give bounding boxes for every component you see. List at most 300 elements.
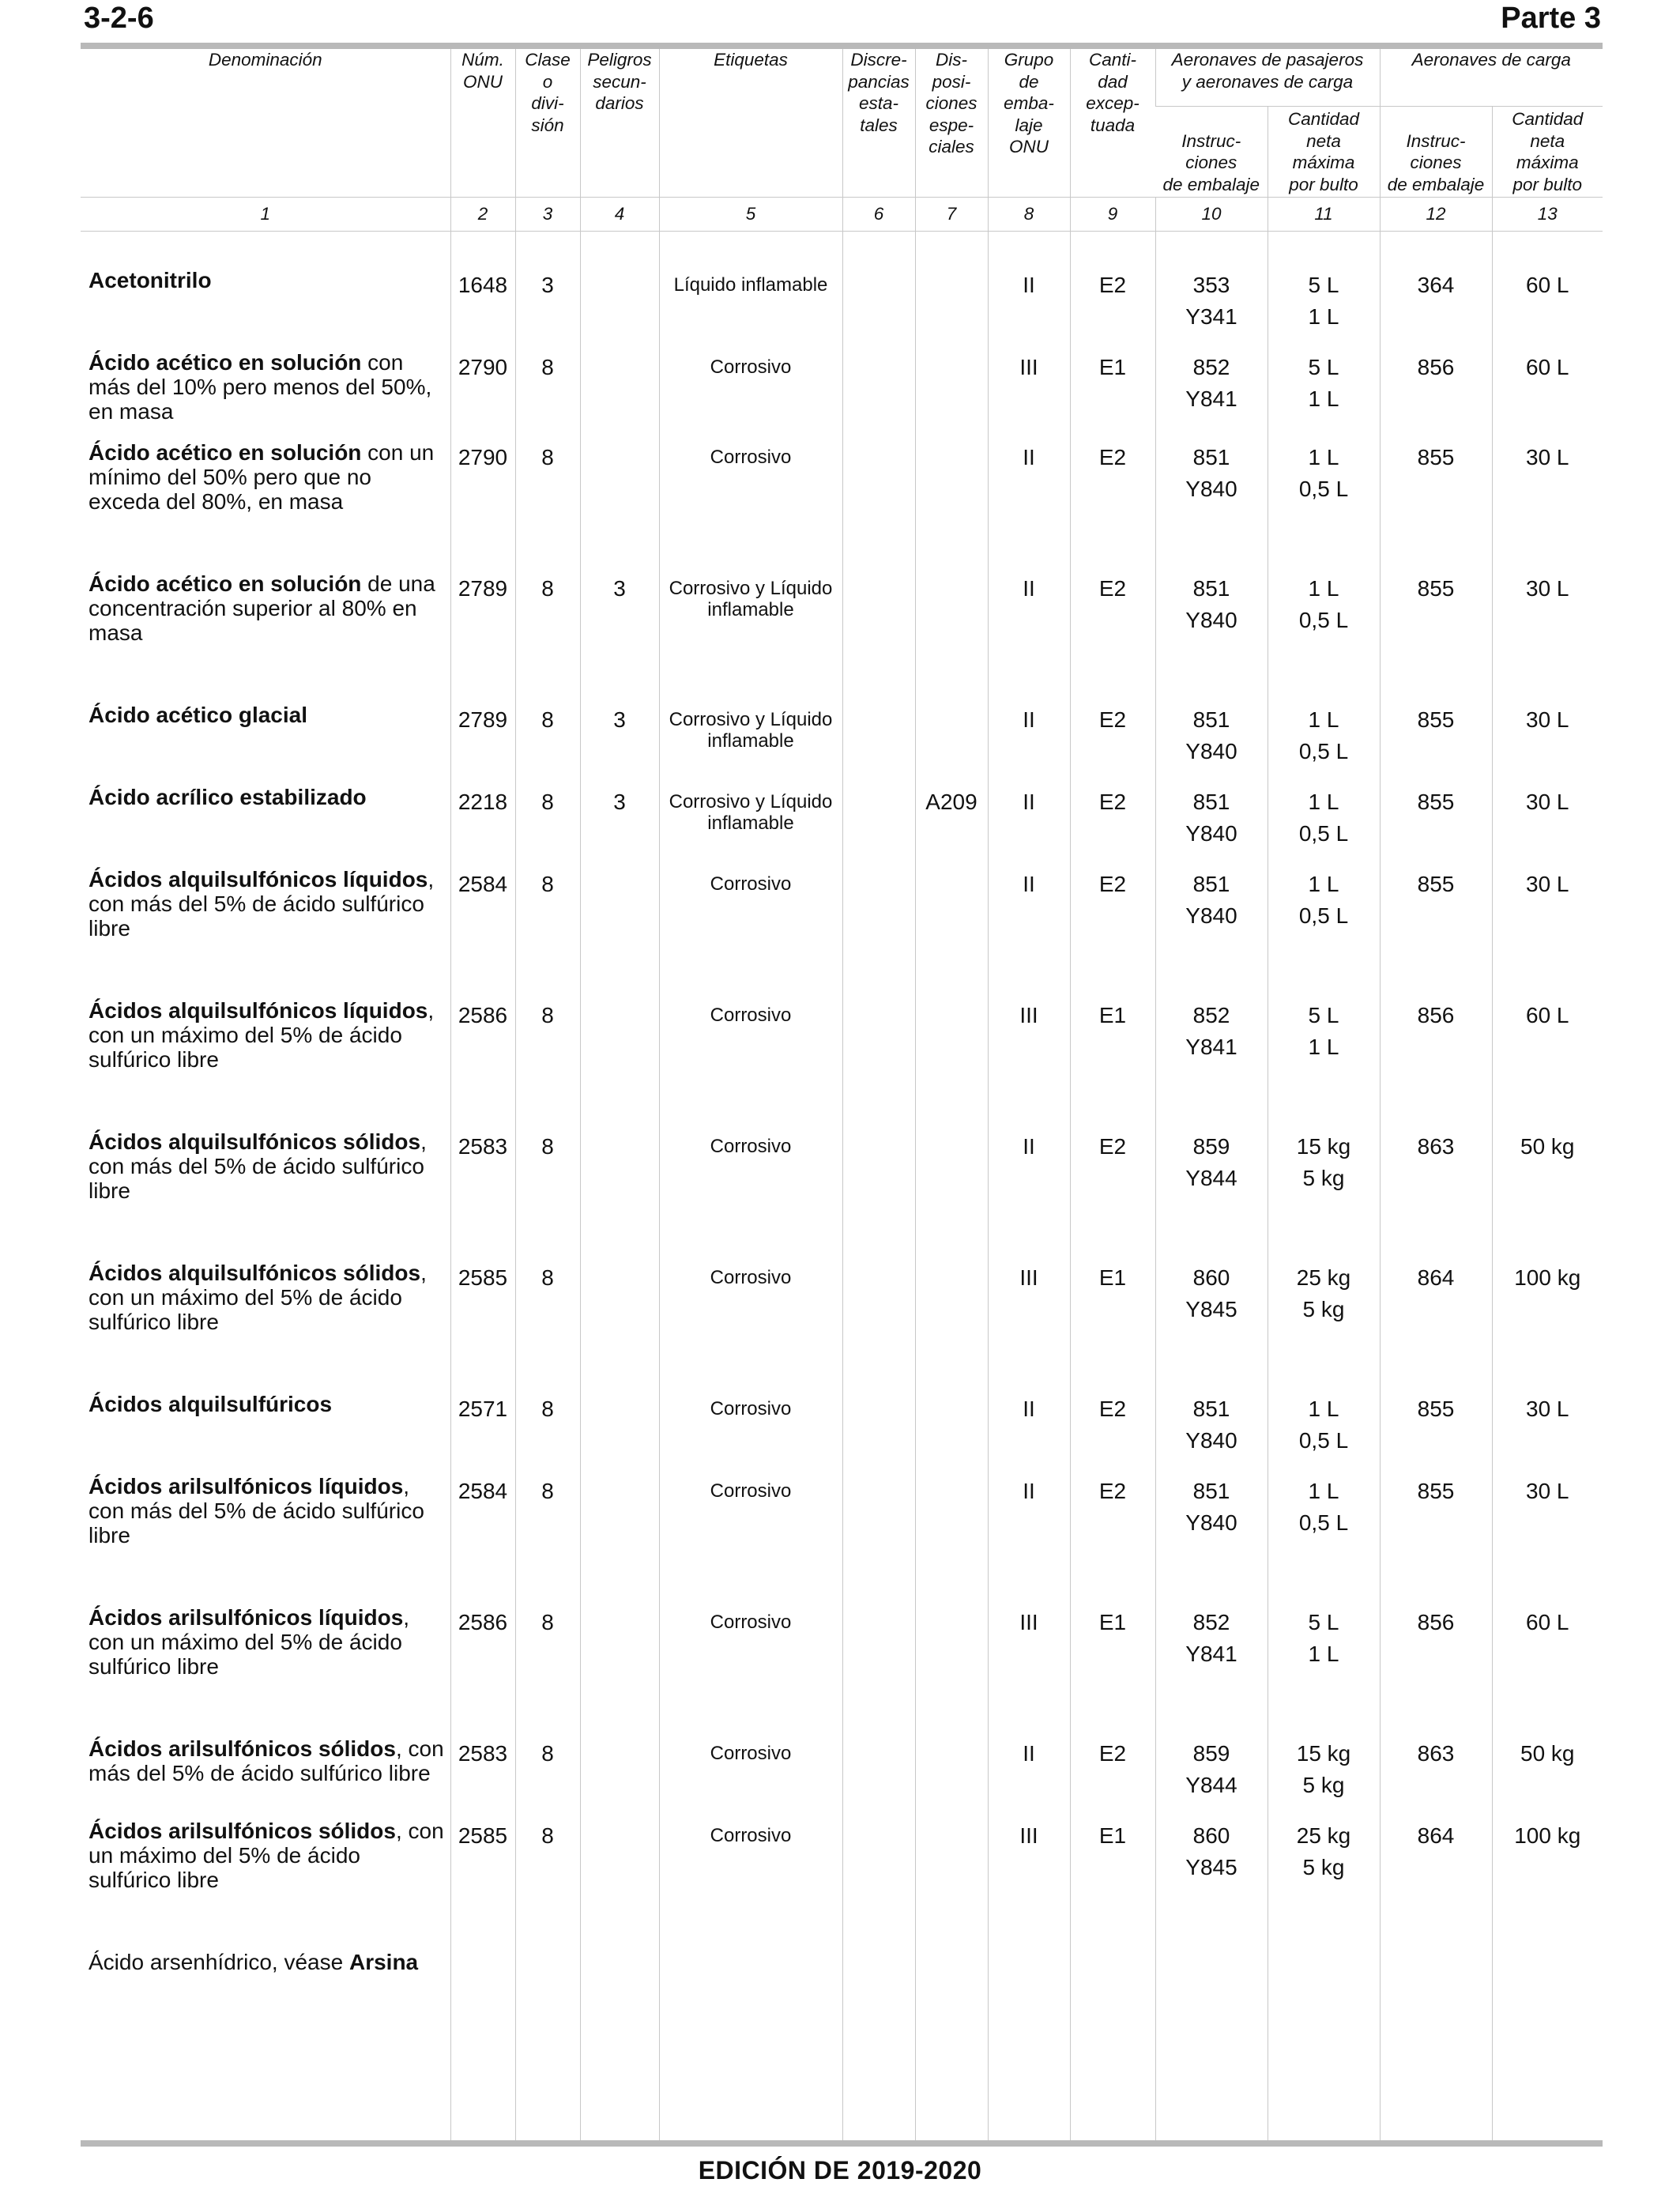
cargo-max-net-quantity-value: 30 L: [1526, 445, 1569, 469]
special-provision-value: [916, 995, 988, 1003]
secondary-hazard-value: [581, 1471, 659, 1479]
cargo-packing-instruction-value: 863: [1417, 1134, 1455, 1159]
secondary-hazard: [580, 782, 659, 864]
secondary-hazard-value: [581, 1602, 659, 1610]
passenger-max-net-quantity-limited: 0,5 L: [1298, 821, 1349, 846]
passenger-max-net-quantity-values: [1268, 995, 1380, 1059]
table-row: [81, 864, 1603, 995]
class-division-value: 8: [541, 445, 554, 469]
special-provision-value: [916, 437, 988, 445]
passenger-packing-instruction-main: 852: [1192, 1610, 1230, 1634]
secondary-hazard: [580, 995, 659, 1126]
state-variation-value: [843, 782, 915, 790]
empty-cell: [515, 1947, 580, 1996]
passenger-max-net-quantity-values: [1268, 1602, 1380, 1666]
state-variation: [842, 1602, 915, 1733]
special-provision-value: [916, 864, 988, 872]
passenger-max-net-quantity-limited: 1 L: [1308, 1642, 1339, 1666]
passenger-max-net-quantity-main: 1 L: [1308, 1397, 1339, 1421]
secondary-hazard-value: 3: [613, 790, 626, 814]
empty-cell: [915, 1996, 988, 2140]
hazard-label-value: Corrosivo: [710, 1825, 792, 1846]
secondary-hazard-value: [581, 437, 659, 445]
special-provision-value: [916, 699, 988, 707]
secondary-hazard-value: [581, 1815, 659, 1823]
entry-name-rest: , con más del 5% de ácido sulfúrico libre: [89, 1474, 424, 1547]
entry-name: [81, 699, 450, 782]
un-number-value: 2789: [458, 707, 508, 732]
special-provision: [915, 1733, 988, 1815]
hazard-label-value: Corrosivo: [710, 1005, 792, 1026]
column-number: 12: [1380, 198, 1492, 232]
packing-group-value: II: [1023, 1479, 1035, 1503]
class-division-value: 8: [541, 1479, 554, 1503]
entry-name: [81, 864, 450, 995]
packing-group: [988, 995, 1070, 1126]
class-division-value: 8: [541, 707, 554, 732]
cargo-max-net-quantity-value: 30 L: [1526, 1479, 1569, 1503]
un-number-value: 2583: [458, 1741, 508, 1766]
un-number: [450, 864, 515, 995]
state-variation: [842, 699, 915, 782]
passenger-packing-instruction: [1155, 782, 1268, 864]
header-group-pasajeros: Aeronaves de pasajeros y aeronaves de carga: [1155, 49, 1380, 107]
hazard-label: [659, 568, 842, 699]
class-division-value: 3: [541, 273, 554, 297]
passenger-packing-instruction-values: [1156, 995, 1268, 1059]
special-provision: [915, 1126, 988, 1257]
empty-cell: [842, 1996, 915, 2140]
passenger-max-net-quantity-main: 1 L: [1308, 707, 1339, 732]
secondary-hazard-value: [581, 1257, 659, 1265]
packing-group-value: III: [1019, 1003, 1038, 1027]
passenger-packing-instruction-values: [1156, 782, 1268, 846]
class-division: [515, 568, 580, 699]
passenger-max-net-quantity: [1268, 265, 1380, 347]
un-number: [450, 782, 515, 864]
passenger-packing-instruction-values: [1156, 1257, 1268, 1321]
passenger-max-net-quantity-values: [1268, 699, 1380, 763]
packing-group: [988, 1815, 1070, 1947]
un-number: [450, 1471, 515, 1602]
empty-cell: [1380, 1947, 1492, 1996]
dangerous-goods-table: [81, 49, 1603, 2140]
passenger-max-net-quantity: [1268, 347, 1380, 437]
entry-name-bold: Ácido acético en solución: [89, 440, 362, 465]
passenger-max-net-quantity-limited: 5 kg: [1302, 1297, 1345, 1321]
un-number-value: 2586: [458, 1610, 508, 1634]
passenger-max-net-quantity-main: 25 kg: [1296, 1265, 1351, 1290]
state-variation: [842, 782, 915, 864]
passenger-packing-instruction-limited: Y845: [1185, 1297, 1237, 1321]
cargo-packing-instruction: [1380, 347, 1492, 437]
cargo-packing-instruction-value: 855: [1417, 445, 1455, 469]
passenger-packing-instruction-limited: Y840: [1185, 739, 1237, 763]
un-number-value: 2584: [458, 872, 508, 896]
excepted-quantity: [1070, 699, 1155, 782]
state-variation: [842, 437, 915, 568]
hazard-label: [659, 699, 842, 782]
state-variation-value: [843, 995, 915, 1003]
passenger-max-net-quantity-limited: 0,5 L: [1298, 903, 1349, 928]
excepted-quantity-value: E1: [1098, 1823, 1127, 1848]
empty-cell: [580, 1996, 659, 2140]
state-variation: [842, 1733, 915, 1815]
passenger-packing-instruction: [1155, 699, 1268, 782]
passenger-max-net-quantity-values: [1268, 782, 1380, 846]
table-row: [81, 347, 1603, 437]
excepted-quantity-value: E1: [1098, 1003, 1127, 1027]
class-division-value: 8: [541, 790, 554, 814]
special-provision: [915, 1389, 988, 1471]
passenger-packing-instruction: [1155, 437, 1268, 568]
passenger-max-net-quantity-main: 1 L: [1308, 872, 1339, 896]
header-peligros: Peligros secun- darios: [580, 49, 659, 198]
passenger-packing-instruction-main: 860: [1192, 1823, 1230, 1848]
entry-name-bold: Ácidos alquilsulfónicos sólidos: [89, 1261, 421, 1285]
state-variation-value: [843, 1389, 915, 1397]
entry-name-bold: Ácidos alquilsulfúricos: [89, 1392, 333, 1416]
cargo-packing-instruction: [1380, 1602, 1492, 1733]
table-row: [81, 265, 1603, 347]
cargo-max-net-quantity-value: 30 L: [1526, 790, 1569, 814]
empty-cell: [915, 1947, 988, 1996]
header-clase: Clase o divi- sión: [515, 49, 580, 198]
cargo-max-net-quantity-value: 30 L: [1526, 1397, 1569, 1421]
entry-name-rest: con más del 10% pero menos del 50%, en masa: [89, 350, 432, 424]
un-number: [450, 1602, 515, 1733]
passenger-packing-instruction: [1155, 1389, 1268, 1471]
packing-group: [988, 1389, 1070, 1471]
class-division-value: 8: [541, 355, 554, 379]
passenger-max-net-quantity-main: 25 kg: [1296, 1823, 1351, 1848]
cargo-packing-instruction: [1380, 1389, 1492, 1471]
secondary-hazard: [580, 1389, 659, 1471]
special-provision: [915, 1257, 988, 1389]
entry-name: [81, 1389, 450, 1471]
state-variation-value: [843, 1815, 915, 1823]
passenger-max-net-quantity-values: [1268, 1815, 1380, 1879]
excepted-quantity-value: E2: [1098, 1741, 1127, 1766]
packing-group-value: II: [1023, 445, 1035, 469]
special-provision-value: [916, 1257, 988, 1265]
passenger-packing-instruction: [1155, 568, 1268, 699]
state-variation: [842, 1257, 915, 1389]
empty-cell: [1155, 1996, 1268, 2140]
cargo-packing-instruction: [1380, 1733, 1492, 1815]
passenger-max-net-quantity-main: 15 kg: [1296, 1134, 1351, 1159]
passenger-packing-instruction-limited: Y840: [1185, 1428, 1237, 1453]
passenger-packing-instruction-values: [1156, 864, 1268, 928]
entry-name-bold: Ácidos arilsulfónicos líquidos: [89, 1474, 404, 1498]
class-division: [515, 1602, 580, 1733]
cargo-max-net-quantity: [1492, 1733, 1603, 1815]
passenger-max-net-quantity-main: 1 L: [1308, 790, 1339, 814]
table-row: [81, 1602, 1603, 1733]
hazard-label: [659, 782, 842, 864]
passenger-packing-instruction: [1155, 347, 1268, 437]
passenger-max-net-quantity-limited: 1 L: [1308, 1035, 1339, 1059]
special-provision-value: [916, 265, 988, 273]
passenger-max-net-quantity-main: 5 L: [1308, 1610, 1339, 1634]
entry-name: [81, 1471, 450, 1602]
passenger-max-net-quantity-main: 15 kg: [1296, 1741, 1351, 1766]
part-label: Parte 3: [1501, 2, 1601, 35]
class-division-value: 8: [541, 576, 554, 601]
hazard-label: [659, 1815, 842, 1947]
hazard-label-value: Líquido inflamable: [673, 274, 828, 296]
passenger-packing-instruction-main: 860: [1192, 1265, 1230, 1290]
entry-name-rest: , con un máximo del 5% de ácido sulfúrico libre: [89, 1819, 444, 1892]
cargo-max-net-quantity: [1492, 1257, 1603, 1389]
passenger-packing-instruction: [1155, 1602, 1268, 1733]
passenger-max-net-quantity: [1268, 1471, 1380, 1602]
table-row: [81, 437, 1603, 568]
passenger-max-net-quantity-values: [1268, 1471, 1380, 1535]
class-division: [515, 265, 580, 347]
cargo-max-net-quantity-value: 30 L: [1526, 576, 1569, 601]
cargo-max-net-quantity: [1492, 995, 1603, 1126]
hazard-label-value: Corrosivo: [710, 1267, 792, 1288]
passenger-packing-instruction-values: [1156, 265, 1268, 329]
column-number: 3: [515, 198, 580, 232]
column-number: 10: [1155, 198, 1268, 232]
passenger-max-net-quantity: [1268, 699, 1380, 782]
empty-cell: [1492, 1947, 1603, 1996]
un-number-value: 2585: [458, 1265, 508, 1290]
entry-name-bold: Ácido acético glacial: [89, 703, 307, 727]
empty-cell: [1268, 1996, 1380, 2140]
entry-name-rest: , con más del 5% de ácido sulfúrico libre: [89, 867, 435, 941]
passenger-packing-instruction-values: [1156, 1733, 1268, 1797]
passenger-max-net-quantity: [1268, 1257, 1380, 1389]
state-variation: [842, 1389, 915, 1471]
empty-cell: [659, 1996, 842, 2140]
passenger-packing-instruction: [1155, 1815, 1268, 1947]
hazard-label-value: Corrosivo y Líquido inflamable: [669, 578, 833, 620]
state-variation-value: [843, 1126, 915, 1134]
cargo-packing-instruction-value: 856: [1417, 1003, 1455, 1027]
special-provision-value: [916, 1471, 988, 1479]
passenger-packing-instruction-main: 851: [1192, 872, 1230, 896]
passenger-packing-instruction-limited: Y840: [1185, 1510, 1237, 1535]
excepted-quantity-value: E2: [1098, 790, 1127, 814]
special-provision-value: [916, 1602, 988, 1610]
packing-group: [988, 699, 1070, 782]
un-number: [450, 1126, 515, 1257]
passenger-packing-instruction-values: [1156, 1815, 1268, 1879]
special-provision: [915, 1602, 988, 1733]
passenger-max-net-quantity: [1268, 437, 1380, 568]
packing-group-value: III: [1019, 355, 1038, 379]
hazard-label: [659, 1257, 842, 1389]
hazard-label-value: Corrosivo: [710, 447, 792, 468]
cargo-packing-instruction-value: 855: [1417, 872, 1455, 896]
excepted-quantity-value: E2: [1098, 707, 1127, 732]
entry-name-rest: de una concentración superior al 80% en masa: [89, 571, 435, 645]
empty-cell: [1070, 1996, 1155, 2140]
passenger-packing-instruction-values: [1156, 1389, 1268, 1453]
state-variation-value: [843, 1471, 915, 1479]
class-division-value: 8: [541, 872, 554, 896]
state-variation-value: [843, 864, 915, 872]
state-variation-value: [843, 347, 915, 355]
empty-cell: [450, 1947, 515, 1996]
hazard-label-value: Corrosivo y Líquido inflamable: [669, 791, 833, 834]
excepted-quantity-value: E2: [1098, 273, 1127, 297]
state-variation-value: [843, 568, 915, 576]
cargo-max-net-quantity-value: 30 L: [1526, 707, 1569, 732]
secondary-hazard-value: [581, 1389, 659, 1397]
hazard-label: [659, 1733, 842, 1815]
packing-group: [988, 568, 1070, 699]
cargo-packing-instruction: [1380, 782, 1492, 864]
passenger-packing-instruction-limited: Y840: [1185, 477, 1237, 501]
passenger-max-net-quantity-values: [1268, 1126, 1380, 1190]
special-provision: [915, 699, 988, 782]
entry-name-bold: Ácidos arilsulfónicos líquidos: [89, 1605, 404, 1630]
secondary-hazard-value: [581, 864, 659, 872]
entry-name: [81, 995, 450, 1126]
secondary-hazard-value: [581, 1126, 659, 1134]
class-division: [515, 347, 580, 437]
secondary-hazard: [580, 1815, 659, 1947]
special-provision: [915, 1471, 988, 1602]
secondary-hazard: [580, 437, 659, 568]
cargo-max-net-quantity: [1492, 1126, 1603, 1257]
cargo-max-net-quantity: [1492, 699, 1603, 782]
excepted-quantity: [1070, 1257, 1155, 1389]
excepted-quantity: [1070, 864, 1155, 995]
cargo-packing-instruction-value: 855: [1417, 790, 1455, 814]
cargo-max-net-quantity-value: 50 kg: [1520, 1134, 1575, 1159]
secondary-hazard-value: [581, 1733, 659, 1741]
secondary-hazard-value: [581, 347, 659, 355]
passenger-packing-instruction-main: 851: [1192, 1397, 1230, 1421]
hazard-label: [659, 995, 842, 1126]
special-provision-value: [916, 1733, 988, 1741]
passenger-packing-instruction-limited: Y840: [1185, 903, 1237, 928]
packing-group: [988, 437, 1070, 568]
excepted-quantity: [1070, 1733, 1155, 1815]
hazard-label-value: Corrosivo: [710, 1480, 792, 1502]
un-number: [450, 1815, 515, 1947]
hazard-label: [659, 864, 842, 995]
excepted-quantity: [1070, 1815, 1155, 1947]
secondary-hazard: [580, 1471, 659, 1602]
passenger-max-net-quantity-main: 5 L: [1308, 273, 1339, 297]
passenger-packing-instruction-limited: Y841: [1185, 1035, 1237, 1059]
column-number: 13: [1492, 198, 1603, 232]
cargo-max-net-quantity-value: 100 kg: [1514, 1265, 1581, 1290]
secondary-hazard: [580, 1126, 659, 1257]
entry-name-bold: Ácido acético en solución: [89, 350, 362, 375]
passenger-max-net-quantity: [1268, 1389, 1380, 1471]
class-division: [515, 1257, 580, 1389]
entry-name-rest: , con más del 5% de ácido sulfúrico libre: [89, 1129, 427, 1203]
top-rule: [81, 43, 1603, 49]
passenger-packing-instruction-main: 852: [1192, 1003, 1230, 1027]
passenger-packing-instruction-main: 859: [1192, 1134, 1230, 1159]
class-division-value: 8: [541, 1397, 554, 1421]
column-number: 4: [580, 198, 659, 232]
class-division-value: 8: [541, 1610, 554, 1634]
packing-group: [988, 782, 1070, 864]
cargo-packing-instruction-value: 864: [1417, 1265, 1455, 1290]
class-division: [515, 782, 580, 864]
state-variation-value: [843, 699, 915, 707]
un-number: [450, 1257, 515, 1389]
empty-cell: [81, 1996, 450, 2140]
table-row: [81, 1733, 1603, 1815]
entry-name-rest: , con un máximo del 5% de ácido sulfúrico libre: [89, 998, 435, 1072]
state-variation-value: [843, 1733, 915, 1741]
header-cantidad-neta-pasajeros: Cantidad neta máxima por bulto: [1268, 107, 1380, 198]
cargo-packing-instruction: [1380, 437, 1492, 568]
passenger-packing-instruction: [1155, 864, 1268, 995]
entry-name: [81, 347, 450, 437]
excepted-quantity-value: E2: [1098, 445, 1127, 469]
cargo-max-net-quantity: [1492, 1471, 1603, 1602]
passenger-packing-instruction: [1155, 1471, 1268, 1602]
packing-group: [988, 1602, 1070, 1733]
un-number: [450, 265, 515, 347]
packing-group: [988, 1733, 1070, 1815]
special-provision: [915, 1815, 988, 1947]
secondary-hazard: [580, 1257, 659, 1389]
entry-name-bold: Ácidos alquilsulfónicos sólidos: [89, 1129, 421, 1154]
entry-name-bold: Ácido acrílico estabilizado: [89, 785, 367, 809]
state-variation-value: [843, 437, 915, 445]
entry-name-bold: Ácido acético en solución: [89, 571, 362, 596]
column-number: 7: [915, 198, 988, 232]
packing-group-value: III: [1019, 1610, 1038, 1634]
cargo-max-net-quantity-value: 100 kg: [1514, 1823, 1581, 1848]
class-division-value: 8: [541, 1823, 554, 1848]
passenger-packing-instruction-limited: Y844: [1185, 1166, 1237, 1190]
excepted-quantity-value: E2: [1098, 1479, 1127, 1503]
header-instrucciones-carga: Instruc- ciones de embalaje: [1380, 107, 1492, 198]
class-division: [515, 1126, 580, 1257]
column-number: 5: [659, 198, 842, 232]
class-division-value: 8: [541, 1265, 554, 1290]
passenger-max-net-quantity-limited: 0,5 L: [1298, 739, 1349, 763]
spacer-row: [81, 232, 1603, 266]
header-discrepancias: Discre- pancias esta- tales: [842, 49, 915, 198]
passenger-max-net-quantity-values: [1268, 1733, 1380, 1797]
passenger-max-net-quantity-main: 5 L: [1308, 1003, 1339, 1027]
entry-name: [81, 568, 450, 699]
un-number: [450, 1733, 515, 1815]
table-row: [81, 1389, 1603, 1471]
passenger-max-net-quantity-limited: 5 kg: [1302, 1773, 1345, 1797]
cargo-max-net-quantity: [1492, 437, 1603, 568]
cargo-packing-instruction: [1380, 1126, 1492, 1257]
entry-name-rest: , con un máximo del 5% de ácido sulfúrico libre: [89, 1605, 410, 1679]
passenger-packing-instruction-limited: Y841: [1185, 1642, 1237, 1666]
secondary-hazard: [580, 568, 659, 699]
passenger-packing-instruction-values: [1156, 568, 1268, 632]
entry-name: [81, 1126, 450, 1257]
packing-group: [988, 864, 1070, 995]
header-cantidad-neta-carga: Cantidad neta máxima por bulto: [1492, 107, 1603, 198]
passenger-max-net-quantity-values: [1268, 347, 1380, 411]
passenger-max-net-quantity-limited: 0,5 L: [1298, 477, 1349, 501]
passenger-max-net-quantity-limited: 5 kg: [1302, 1166, 1345, 1190]
cargo-packing-instruction: [1380, 699, 1492, 782]
passenger-packing-instruction-values: [1156, 437, 1268, 501]
header-etiquetas: Etiquetas: [659, 49, 842, 198]
